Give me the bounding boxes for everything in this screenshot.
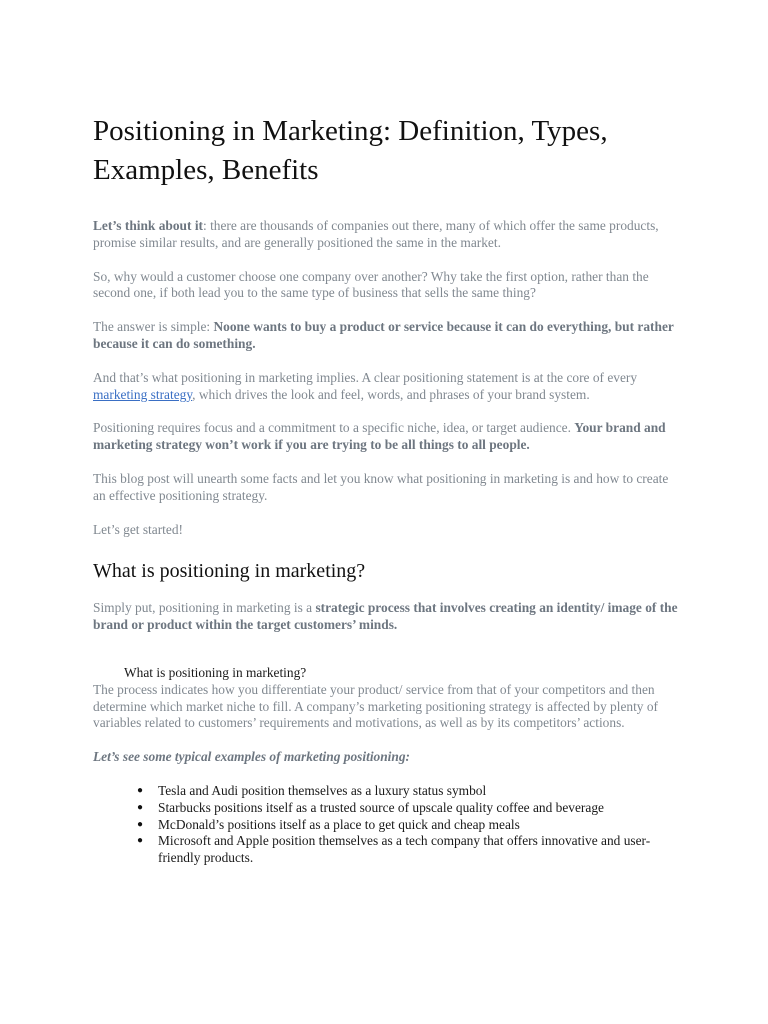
article-body — [93, 112, 683, 867]
intro-lead: Let’s think about it — [93, 218, 203, 233]
intro-paragraph — [93, 218, 683, 252]
paragraph-focus — [93, 420, 683, 454]
answer-bold: Noone wants to buy a product or service because it can do everything, but rather because it can do something. — [93, 319, 674, 351]
marketing-strategy-link[interactable]: marketing strategy — [93, 386, 193, 402]
section-heading: What is positioning in marketing? — [93, 560, 366, 583]
examples-heading: Let’s see some typical examples of marketing positioning: — [93, 749, 411, 765]
list-item: ● Tesla and Audi position themselves as a luxury status symbol — [158, 783, 683, 800]
definition-bold: strategic process that involves creating an identity/ image of the brand or product within the target customers’ minds. — [93, 600, 678, 633]
paragraph-blog-post: This blog post will unearth some facts and let you know what positioning in marketing is and how to create an effective positioning strategy. — [93, 470, 669, 503]
image-caption: What is positioning in marketing? — [124, 664, 307, 680]
answer-text: The answer is simple: — [93, 319, 214, 335]
examples-list — [93, 783, 683, 867]
focus-text: Positioning requires focus and a commitment to a specific niche, idea, or target audience. — [93, 420, 575, 436]
paragraph-process: The process indicates how you differentiate your product/ service from that of your competitors and then determine which market niche to fill. A company’s marketing positioning strategy is affected by plenty of variables related to customers’ requirements and motivations, as well as by its competitors’ actions. — [93, 681, 658, 731]
implies-text-after: , which drives the look and feel, words, and phrases of your brand system. — [192, 386, 590, 402]
list-item: ● Microsoft and Apple position themselves as a tech company that offers innovative and user-friendly products. — [158, 833, 683, 867]
paragraph-get-started: Let’s get started! — [93, 521, 183, 537]
paragraph-answer — [93, 319, 683, 353]
intro-text: : there are thousands of companies out there, many of which offer the same products, promise similar results, and are generally positioned the same in the market. — [93, 218, 659, 250]
paragraph-positioning-implies — [93, 370, 683, 404]
implies-text-before: And that’s what positioning in marketing implies. A clear positioning statement is at the core of every — [93, 369, 638, 385]
list-item: ● McDonald’s positions itself as a place to get quick and cheap meals — [158, 817, 683, 834]
article-title: Positioning in Marketing: Definition, Types, Examples, Benefits — [93, 115, 608, 186]
list-item: ● Starbucks positions itself as a trusted source of upscale quality coffee and beverage — [158, 800, 683, 817]
focus-bold: Your brand and marketing strategy won’t work if you are trying to be all things to all people. — [93, 420, 666, 453]
paragraph-definition — [93, 600, 683, 634]
paragraph-question: So, why would a customer choose one company over another? Why take the first option, rather than the second one, if both lead you to the same type of business that sells the same thing? — [93, 268, 649, 301]
definition-text: Simply put, positioning in marketing is a — [93, 600, 316, 616]
